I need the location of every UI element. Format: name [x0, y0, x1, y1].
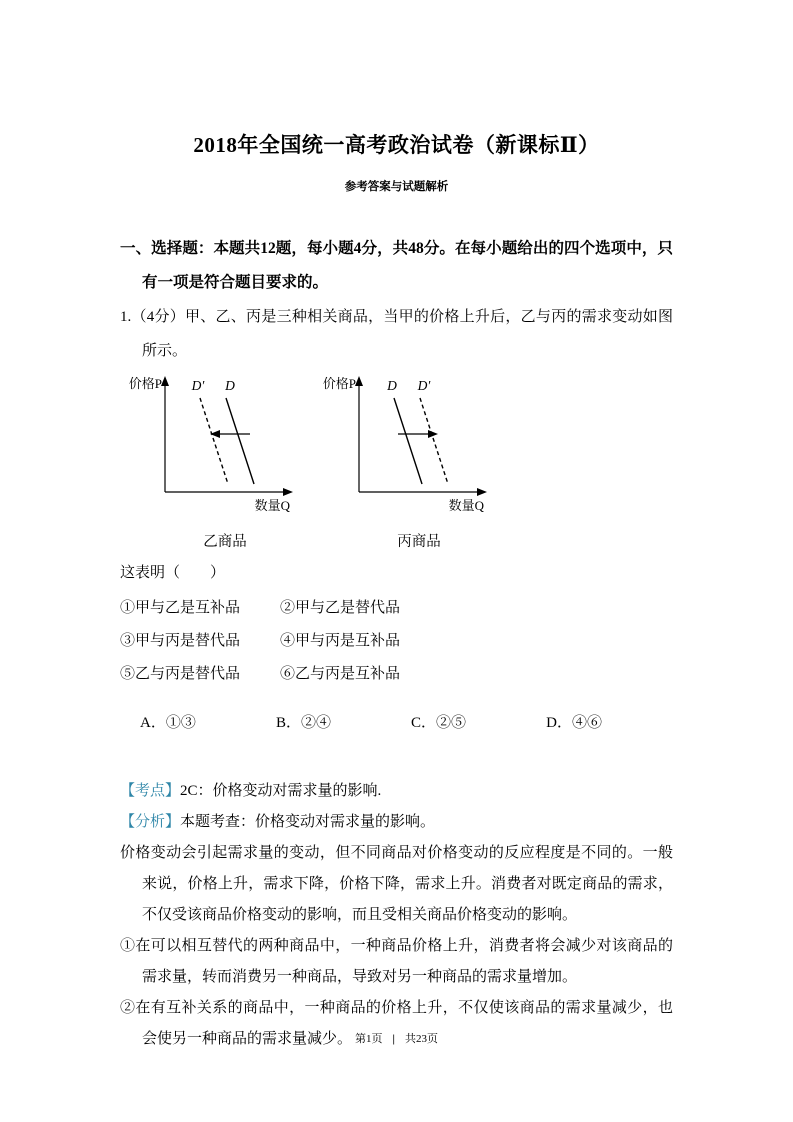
option-1: ①甲与乙是互补品	[120, 600, 241, 616]
fenxi-text: 本题考查：价格变动对需求量的影响。	[180, 814, 436, 830]
shift-right-arrow-icon	[428, 430, 438, 438]
demand-curve-shifted	[420, 398, 448, 484]
curve-label-d: D	[225, 378, 235, 393]
footer-separator: |	[392, 1033, 395, 1045]
analysis-paragraph: ①在可以相互替代的两种商品中，一种商品价格上升，消费者将会减少对该商品的需求量，转而消费另一种商品，导致对另一种商品的需求量增加。	[120, 938, 673, 985]
x-axis-arrow-icon	[477, 488, 487, 496]
choice-a: A．①③	[140, 715, 196, 731]
demand-curve-original	[394, 398, 422, 484]
kaodian-line	[120, 776, 673, 807]
kaodian-text: 2C：价格变动对需求量的影响.	[180, 783, 382, 799]
curve-label-d: D	[387, 378, 397, 393]
choice-d: D．④⑥	[546, 715, 602, 731]
demand-shift-diagram-yi	[120, 372, 300, 551]
question-stem: 1.（4分）甲、乙、丙是三种相关商品，当甲的价格上升后，乙与丙的需求变动如图所示。	[120, 309, 673, 359]
y-axis-label: 价格P	[322, 376, 356, 391]
choice-c: C．②⑤	[411, 715, 467, 731]
document-subtitle: 参考答案与试题解析	[344, 181, 449, 193]
footer-total-pages: 共23页	[404, 1033, 438, 1045]
x-axis-label: 数量Q	[448, 498, 484, 513]
demand-chart-yi	[120, 372, 300, 520]
analysis-block	[120, 776, 673, 1055]
document-title: 2018年全国统一高考政治试卷（新课标Ⅱ）	[193, 133, 600, 157]
analysis-paragraph: 价格变动会引起需求量的变动，但不同商品对价格变动的反应程度是不同的。一般来说，价格上升，需求下降，价格下降，需求上升。消费者对既定商品的需求，不仅受该商品价格变动的影响，而且受相关商品价格变动的影响。	[120, 845, 673, 923]
option-2: ②甲与乙是替代品	[280, 600, 401, 616]
curve-label-d-prime: D′	[417, 378, 431, 393]
y-axis-arrow-icon	[355, 376, 363, 386]
option-5: ⑤乙与丙是替代品	[120, 666, 241, 682]
choice-b: B．②④	[275, 715, 331, 731]
demand-shift-diagram-bing	[314, 372, 494, 551]
y-axis-arrow-icon	[161, 376, 169, 386]
fenxi-label: 【分析】	[120, 814, 181, 830]
diagram-caption-yi: 乙商品	[203, 534, 247, 550]
demand-chart-bing	[314, 372, 494, 520]
demand-curve-original	[226, 398, 254, 484]
y-axis-label: 价格P	[128, 376, 162, 391]
footer-page-number: 第1页	[355, 1033, 383, 1045]
analysis-paragraph: ②在有互补关系的商品中，一种商品的价格上升，不仅使该商品的需求量减少，也会使另一种商品的需求量减少。	[120, 1000, 673, 1047]
option-3: ③甲与丙是替代品	[120, 633, 241, 649]
fenxi-line	[120, 807, 673, 838]
section-header: 一、选择题：本题共12题，每小题4分，共48分。在每小题给出的四个选项中，只有一项是符合题目要求的。	[120, 240, 673, 291]
diagram-caption-bing: 丙商品	[397, 534, 441, 550]
demand-curve-shifted	[200, 398, 228, 484]
curve-label-d-prime: D′	[191, 378, 205, 393]
option-6: ⑥乙与丙是互补品	[280, 666, 401, 682]
options-grid	[120, 592, 673, 691]
kaodian-label: 【考点】	[120, 783, 181, 799]
page-footer	[0, 1030, 793, 1046]
question-prompt: 这表明（ ）	[120, 565, 226, 581]
x-axis-arrow-icon	[283, 488, 293, 496]
answer-choices-row	[140, 711, 602, 732]
x-axis-label: 数量Q	[254, 498, 290, 513]
option-4: ④甲与丙是互补品	[280, 633, 401, 649]
diagrams-row	[120, 372, 673, 551]
